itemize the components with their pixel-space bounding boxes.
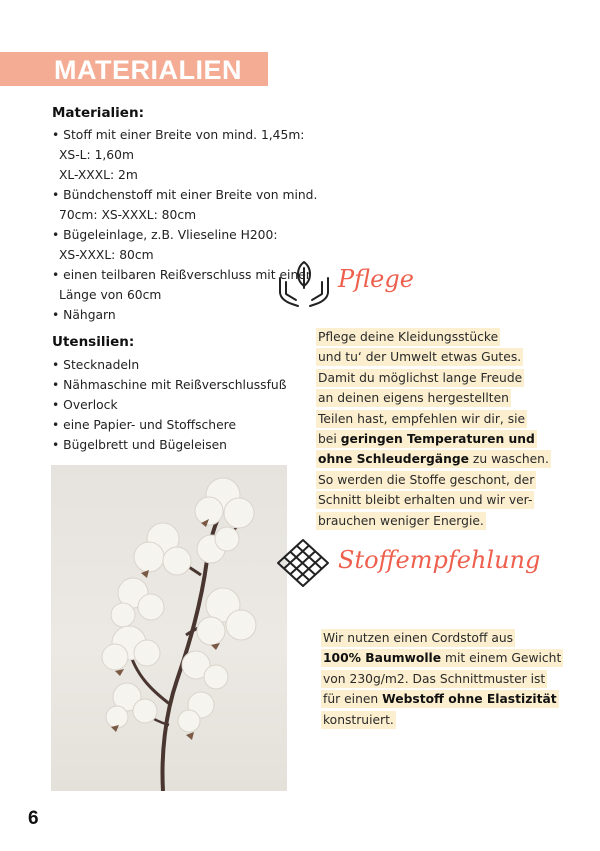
care-bold-text: geringen Temperaturen und: [340, 432, 535, 447]
care-text: an deinen eigens hergestellten: [318, 391, 509, 406]
tools-list: [52, 355, 286, 455]
fabric-bold-text: Webstoff ohne Elastizität: [382, 692, 557, 707]
tools-list-item: • Nähmaschine mit Reißverschlussfuß: [52, 378, 287, 392]
fabric-texture-icon: [276, 538, 330, 592]
care-text: Teilen hast, empfehlen wir dir, sie: [318, 411, 526, 426]
fabric-heading: Stoffempfehlung: [338, 546, 541, 574]
fabric-text: mit einem Gewicht: [441, 651, 562, 666]
materials-list-item: • Nähgarn: [52, 308, 116, 322]
cotton-branch-photo: [51, 465, 287, 791]
materials-list-item: • Bündchenstoff mit einer Breite von mind.: [52, 188, 318, 202]
materials-list-item: XS-XXXL: 80cm: [59, 248, 154, 262]
care-heading: Pflege: [338, 265, 414, 293]
care-text: brauchen weniger Energie.: [318, 513, 484, 528]
tools-list-item: • Stecknadeln: [52, 358, 140, 372]
fabric-line: [323, 689, 561, 709]
materials-list-item: • Stoff mit einer Breite von mind. 1,45m:: [52, 128, 305, 142]
fabric-bold-text: 100% Baumwolle: [323, 651, 442, 666]
fabric-text: konstruiert.: [323, 712, 394, 727]
care-text: und tu‘ der Umwelt etwas Gutes.: [318, 350, 522, 365]
fabric-line: [323, 669, 561, 689]
tools-list-item: • Bügelbrett und Bügeleisen: [52, 438, 227, 452]
materials-list-item: • einen teilbaren Reißverschluss mit einer: [52, 268, 311, 282]
materials-list-item: XS-L: 1,60m: [59, 148, 134, 162]
fabric-line: [323, 628, 561, 648]
care-line: [318, 388, 549, 408]
tools-list-item: • eine Papier- und Stoffschere: [52, 418, 237, 432]
care-line: [318, 327, 549, 347]
care-line: [318, 347, 549, 367]
care-line: [318, 368, 549, 388]
materials-list-item: XL-XXXL: 2m: [59, 168, 138, 182]
care-line: [318, 449, 549, 469]
tools-heading: Utensilien:: [52, 334, 135, 350]
materials-heading: Materialien:: [52, 105, 144, 121]
materials-list-item: • Bügeleinlage, z.B. Vlieseline H200:: [52, 228, 278, 242]
care-line: [318, 470, 549, 490]
materials-list-item: Länge von 60cm: [59, 288, 162, 302]
hands-leaf-icon: [276, 258, 332, 312]
fabric-text: von 230g/m2. Das Schnittmuster ist: [323, 671, 546, 686]
care-paragraph: [318, 327, 549, 531]
tools-list-item: • Overlock: [52, 398, 118, 412]
care-line: [318, 511, 549, 531]
care-text: zu waschen.: [469, 452, 549, 467]
materials-list-item: 70cm: XS-XXXL: 80cm: [59, 208, 197, 222]
care-line: [318, 490, 549, 510]
care-line: [318, 429, 549, 449]
page-title: MATERIALIEN: [54, 55, 242, 85]
page-number: 6: [28, 808, 39, 829]
fabric-text: Wir nutzen einen Cordstoff aus: [323, 631, 514, 645]
care-text: Schnitt bleibt erhalten und wir ver-: [318, 493, 533, 508]
fabric-text: für einen: [323, 692, 383, 707]
fabric-line: [323, 710, 561, 730]
care-bold-text: ohne Schleudergänge: [318, 452, 469, 467]
care-text: Pflege deine Kleidungsstücke: [318, 330, 499, 344]
care-text: bei: [318, 432, 341, 447]
fabric-paragraph: [323, 628, 561, 730]
care-text: So werden die Stoffe geschont, der: [318, 472, 535, 487]
care-text: Damit du möglichst lange Freude: [318, 370, 523, 385]
care-line: [318, 409, 549, 429]
fabric-line: [323, 648, 561, 668]
